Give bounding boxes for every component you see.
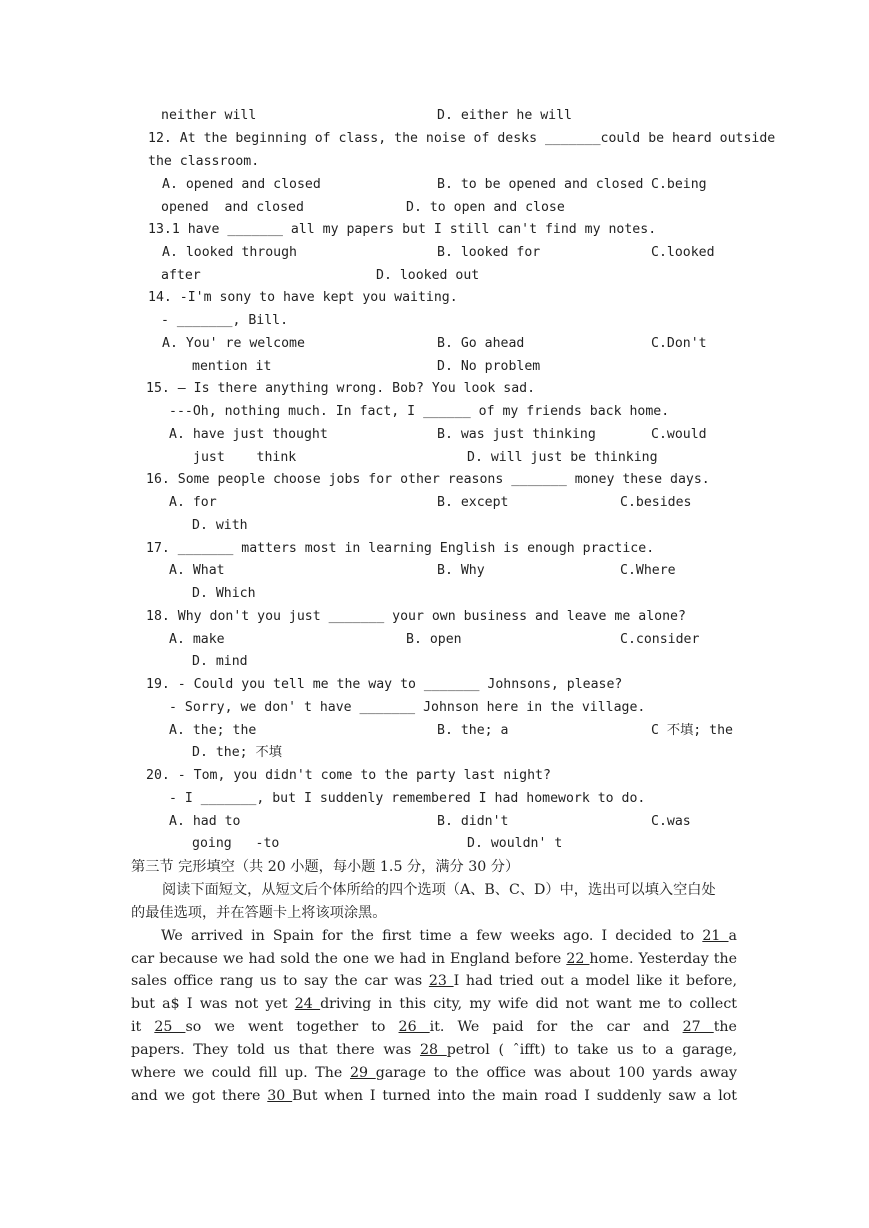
q20-option-c: C.was [651, 814, 691, 829]
q19-option-a: A. the; the [169, 723, 257, 738]
blank-28: 28 [419, 1042, 447, 1058]
q17-option-d: D. Which [192, 586, 256, 601]
q14-option-a: A. You' re welcome [162, 336, 305, 351]
q15-stem: 15. — Is there anything wrong. Bob? You look sad. [146, 381, 536, 396]
q15-option-b: B. was just thinking [437, 427, 596, 442]
q11-option-d: D. either he will [437, 108, 572, 123]
q13-option-a: A. looked through [162, 245, 297, 260]
blank-25: 25 [154, 1019, 186, 1035]
q15-option-c: C.would [651, 427, 707, 442]
passage-line: papers. They told us that there was 28 petrol ( ˆifft) to take us to a garage, [131, 1042, 737, 1058]
q14-option-c: C.Don't [651, 336, 707, 351]
passage-line: where we could fill up. The 29 garage to the office was about 100 yards away [131, 1065, 737, 1081]
q20-option-d: D. wouldn' t [467, 836, 563, 851]
passage-line: We arrived in Spain for the first time a few weeks ago. I decided to 21 a [161, 928, 737, 944]
passage-line: car because we had sold the one we had in England before 22 home. Yesterday the [131, 951, 737, 967]
blank-23: 23 [428, 973, 454, 989]
q15-stem-cont: ---Oh, nothing much. In fact, I ______ of my friends back home. [169, 404, 670, 419]
passage-line: it 25 so we went together to 26 it. We paid for the car and 27 the [131, 1019, 737, 1035]
q20-option-c-cont: going -to [192, 836, 280, 851]
q15-option-d: D. will just be thinking [467, 450, 658, 465]
q19-stem-cont: - Sorry, we don' t have _______ Johnson here in the village. [169, 700, 646, 715]
q16-option-d: D. with [192, 518, 248, 533]
q20-stem: 20. - Tom, you didn't come to the party last night? [146, 768, 551, 783]
q12-stem-cont: the classroom. [148, 154, 260, 169]
q15-option-a: A. have just thought [169, 427, 328, 442]
passage-line: and we got there 30 But when I turned into the main road I suddenly saw a lot [131, 1088, 737, 1104]
blank-22: 22 [566, 951, 590, 967]
passage-line: sales office rang us to say the car was 23 I had tried out a model like it before, [131, 973, 737, 989]
q19-stem: 19. - Could you tell me the way to _______ Johnsons, please? [146, 677, 623, 692]
q12-option-d: D. to open and close [406, 200, 565, 215]
q16-option-b: B. except [437, 495, 509, 510]
q18-option-a: A. make [169, 632, 225, 647]
q13-option-d: D. looked out [376, 268, 480, 283]
q14-option-d: D. No problem [437, 359, 541, 374]
blank-27: 27 [682, 1019, 714, 1035]
q13-option-c-cont: after [161, 268, 201, 283]
q16-option-a: A. for [169, 495, 217, 510]
q18-option-b: B. open [406, 632, 462, 647]
q12-stem: 12. At the beginning of class, the noise of desks _______could be heard outside [148, 131, 776, 146]
q14-option-c-cont: mention it [192, 359, 272, 374]
q11-option-c-cont: neither will [161, 108, 257, 123]
q18-option-c: C.consider [620, 632, 700, 647]
q20-stem-cont: - I _______, but I suddenly remembered I had homework to do. [169, 791, 646, 806]
q12-option-b: B. to be opened and closed [437, 177, 644, 192]
q13-stem: 13.1 have _______ all my papers but I still can't find my notes. [148, 222, 657, 237]
q14-option-b: B. Go ahead [437, 336, 525, 351]
q16-option-c: C.besides [620, 495, 692, 510]
blank-21: 21 [702, 928, 729, 944]
q17-option-a: A. What [169, 563, 225, 578]
q17-option-b: B. Why [437, 563, 485, 578]
q18-option-d: D. mind [192, 654, 248, 669]
blank-26: 26 [398, 1019, 430, 1035]
q19-option-d: D. the; 不填 [192, 745, 282, 760]
section-instructions: 阅读下面短文，从短文后个体所给的四个选项（A、B、C、D）中，选出可以填入空白处 [162, 882, 716, 898]
q14-stem-cont: - _______, Bill. [161, 313, 289, 328]
blank-24: 24 [294, 996, 321, 1012]
q16-stem: 16. Some people choose jobs for other reasons _______ money these days. [146, 472, 710, 487]
section-instructions-cont: 的最佳选项，并在答题卡上将该项涂黑。 [131, 905, 387, 921]
q12-option-c: C.being [651, 177, 707, 192]
q20-option-b: B. didn't [437, 814, 509, 829]
q19-option-b: B. the; a [437, 723, 509, 738]
q15-option-c-cont: just think [193, 450, 297, 465]
q12-option-a: A. opened and closed [162, 177, 321, 192]
q19-option-c: C 不填; the [651, 723, 733, 738]
section-title: 第三节 完形填空（共 20 小题，每小题 1.5 分，满分 30 分） [131, 859, 520, 875]
blank-29: 29 [350, 1065, 376, 1081]
q20-option-a: A. had to [169, 814, 241, 829]
passage-line: but a$ I was not yet 24 driving in this city, my wife did not want me to collect [131, 996, 737, 1012]
q12-option-c-cont: opened and closed [161, 200, 304, 215]
q14-stem: 14. -I'm sony to have kept you waiting. [148, 290, 458, 305]
blank-30: 30 [267, 1088, 293, 1104]
q18-stem: 18. Why don't you just _______ your own business and leave me alone? [146, 609, 686, 624]
q13-option-b: B. looked for [437, 245, 541, 260]
q13-option-c: C.looked [651, 245, 715, 260]
q17-option-c: C.Where [620, 563, 676, 578]
q17-stem: 17. _______ matters most in learning English is enough practice. [146, 541, 655, 556]
